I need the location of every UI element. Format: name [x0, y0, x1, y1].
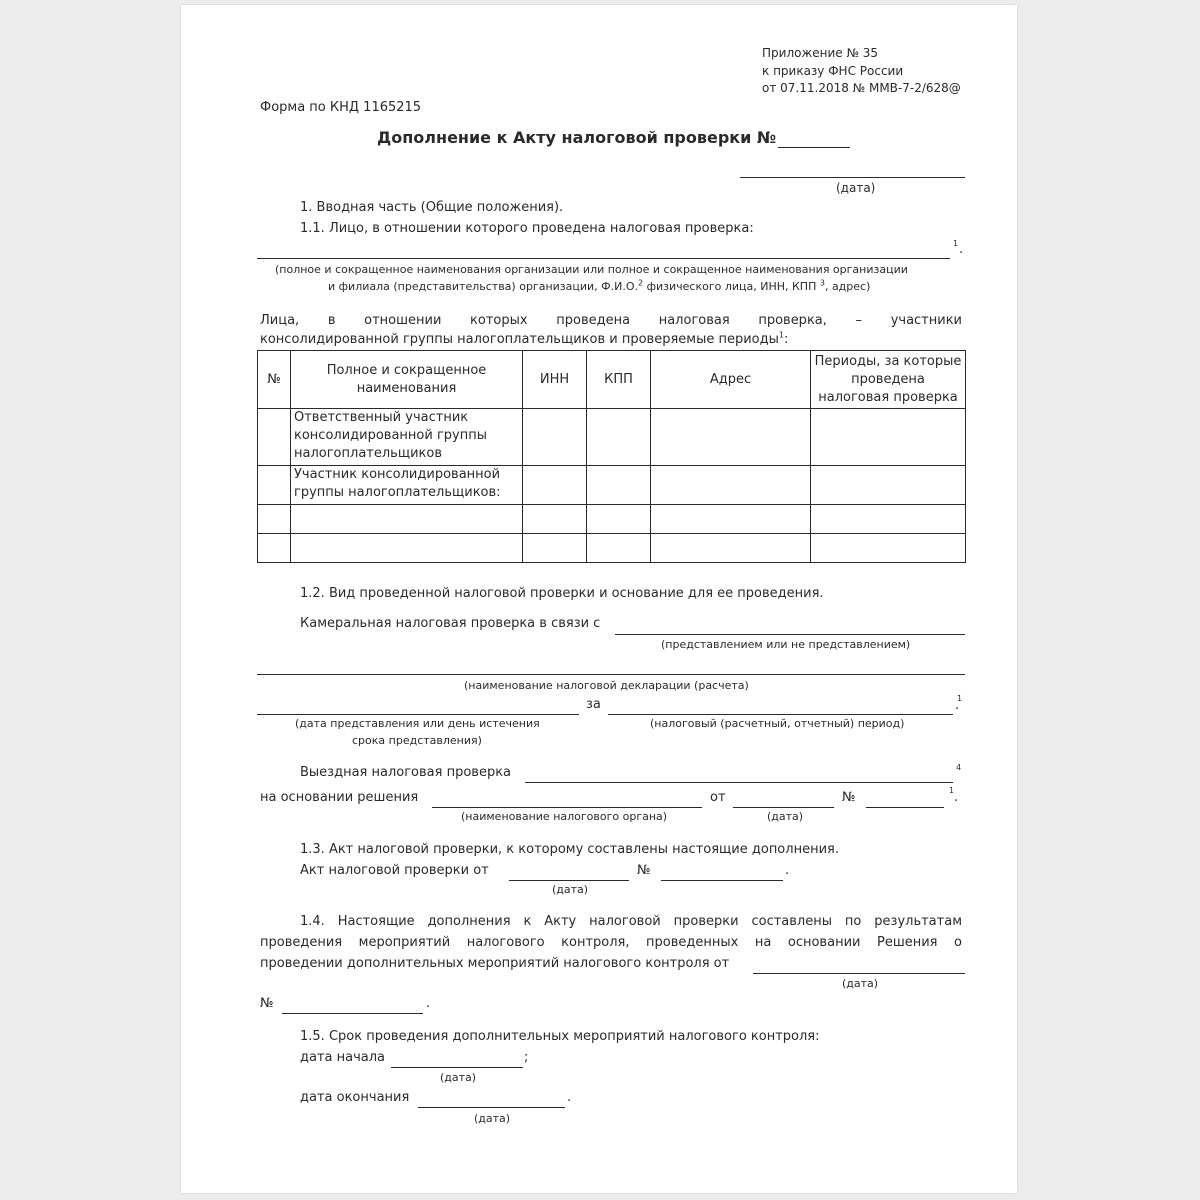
tax-period-line[interactable]	[608, 714, 953, 715]
table-header-row	[258, 351, 966, 409]
section-1-1-text: 1.1. Лицо, в отношении которого проведена налоговая проверка:	[300, 221, 754, 236]
act-num-label: №	[637, 863, 651, 878]
table-cell[interactable]	[811, 534, 966, 563]
footnote-mark: 1	[953, 239, 959, 248]
section-1-5-heading: 1.5. Срок проведения дополнительных мероприятий налогового контроля:	[300, 1029, 820, 1044]
table-cell[interactable]	[523, 466, 587, 505]
kgn-participants-table	[257, 350, 966, 563]
participant-cell: Участник консолидированной группы налогоплательщиков:	[291, 466, 523, 505]
table-cell[interactable]	[291, 534, 523, 563]
decision-date-line[interactable]	[733, 807, 834, 808]
table-cell[interactable]	[523, 534, 587, 563]
end-date-label: дата окончания	[300, 1090, 410, 1105]
table-cell[interactable]	[651, 534, 811, 563]
decision-num-label: №	[260, 996, 274, 1011]
start-date-line[interactable]	[391, 1067, 523, 1068]
section-1-2-heading: 1.2. Вид проведенной налоговой проверки и основание для ее проведения.	[300, 586, 824, 601]
table-cell[interactable]	[291, 505, 523, 534]
kgn-text-line-1: Лица, в отношении которых проведена налоговая проверка, – участники	[260, 313, 962, 328]
table-cell[interactable]	[523, 505, 587, 534]
footnote-mark: 4	[956, 763, 962, 772]
vyezd-label: Выездная налоговая проверка	[300, 765, 512, 780]
semicolon-mark: ;	[524, 1050, 529, 1065]
col-header-periods: Периоды, за которые проведена налоговая проверка	[811, 351, 966, 409]
col-header-num: №	[258, 351, 291, 409]
kgn-text-line-2: консолидированной группы налогоплательщиков и проверяемые периоды$^1$:	[260, 330, 789, 347]
form-code: Форма по КНД 1165215	[260, 100, 422, 115]
section-1-heading: 1. Вводная часть (Общие положения).	[300, 200, 564, 215]
appendix-line-1: Приложение № 35	[762, 46, 879, 60]
submission-date-caption-2: срока представления)	[352, 734, 482, 747]
tax-organ-line[interactable]	[432, 807, 702, 808]
document-date-line[interactable]	[740, 177, 965, 178]
table-cell[interactable]	[587, 534, 651, 563]
submission-caption: (представлением или не представлением)	[661, 638, 911, 651]
footnote-mark: 1	[949, 786, 955, 795]
table-cell[interactable]	[258, 466, 291, 505]
table-row	[258, 409, 966, 466]
tax-period-caption: (налоговый (расчетный, отчетный) период)	[650, 717, 905, 730]
table-cell[interactable]	[651, 409, 811, 466]
appendix-line-3: от 07.11.2018 № ММВ-7-2/628@	[762, 81, 961, 95]
period-mark: .	[785, 863, 790, 878]
act-label: Акт налоговой проверки от	[300, 863, 489, 878]
tax-organ-caption: (наименование налогового органа)	[461, 810, 668, 823]
decision-date-line[interactable]	[753, 973, 965, 974]
end-date-caption: (дата)	[474, 1112, 511, 1125]
appendix-line-2: к приказу ФНС России	[762, 64, 904, 78]
col-header-kpp: КПП	[587, 351, 651, 409]
period-mark: .	[567, 1090, 572, 1105]
period-mark: .	[954, 790, 959, 805]
responsible-participant-cell: Ответственный участник консолидированной группы налогоплательщиков	[291, 409, 523, 466]
section-1-4-line-2: проведения мероприятий налогового контроля, проведенных на основании Решения о	[260, 935, 962, 950]
ot-label: от	[710, 790, 726, 805]
table-cell[interactable]	[651, 505, 811, 534]
table-cell[interactable]	[811, 505, 966, 534]
table-cell[interactable]	[523, 409, 587, 466]
col-header-name: Полное и сокращенное наименования	[291, 351, 523, 409]
person-line[interactable]	[257, 258, 950, 259]
num-label: №	[842, 790, 856, 805]
decision-number-line[interactable]	[282, 1013, 423, 1014]
decision-number-line[interactable]	[866, 807, 944, 808]
col-header-inn: ИНН	[523, 351, 587, 409]
section-1-4-line-3: проведении дополнительных мероприятий налогового контроля от	[260, 956, 730, 971]
declaration-line[interactable]	[257, 674, 965, 675]
act-date-caption: (дата)	[552, 883, 589, 896]
table-cell[interactable]	[587, 409, 651, 466]
start-date-label: дата начала	[300, 1050, 386, 1065]
start-date-caption: (дата)	[440, 1071, 477, 1084]
end-date-line[interactable]	[418, 1107, 565, 1108]
table-cell[interactable]	[258, 505, 291, 534]
table-cell[interactable]	[258, 534, 291, 563]
submission-date-line[interactable]	[257, 714, 579, 715]
table-row	[258, 505, 966, 534]
person-caption-line-2: и филиала (представительства) организации, Ф.И.О.$^2$ физического лица, ИНН, КПП $^3$, адрес)	[328, 278, 871, 293]
footnote-mark: 1	[957, 694, 963, 703]
document-title: Дополнение к Акту налоговой проверки №	[377, 128, 777, 147]
act-date-line[interactable]	[509, 880, 629, 881]
table-cell[interactable]	[811, 466, 966, 505]
period-mark: .	[426, 996, 431, 1011]
section-1-4-line-1: 1.4. Настоящие дополнения к Акту налоговой проверки составлены по результатам	[300, 914, 962, 929]
period-mark: .	[955, 698, 960, 713]
decision-label: на основании решения	[260, 790, 419, 805]
table-cell[interactable]	[811, 409, 966, 466]
act-number-line[interactable]	[778, 147, 850, 148]
act-number-line[interactable]	[661, 880, 783, 881]
table-cell[interactable]	[651, 466, 811, 505]
decision-date-caption: (дата)	[842, 977, 879, 990]
table-cell[interactable]	[258, 409, 291, 466]
za-label: за	[586, 697, 601, 712]
submission-date-caption-1: (дата представления или день истечения	[295, 717, 540, 730]
submission-line[interactable]	[615, 634, 965, 635]
vyezd-line[interactable]	[525, 782, 953, 783]
person-caption-line-1: (полное и сокращенное наименования организации или полное и сокращенное наименования организации	[275, 263, 908, 276]
period-mark: .	[959, 242, 964, 257]
section-1-3-heading: 1.3. Акт налоговой проверки, к которому составлены настоящие дополнения.	[300, 842, 839, 857]
table-cell[interactable]	[587, 505, 651, 534]
table-cell[interactable]	[587, 466, 651, 505]
kameral-label: Камеральная налоговая проверка в связи с	[300, 616, 601, 631]
table-row	[258, 466, 966, 505]
declaration-caption: (наименование налоговой декларации (расчета)	[464, 679, 749, 692]
col-header-address: Адрес	[651, 351, 811, 409]
date-caption: (дата)	[836, 181, 876, 195]
table-row	[258, 534, 966, 563]
decision-date-caption: (дата)	[767, 810, 804, 823]
